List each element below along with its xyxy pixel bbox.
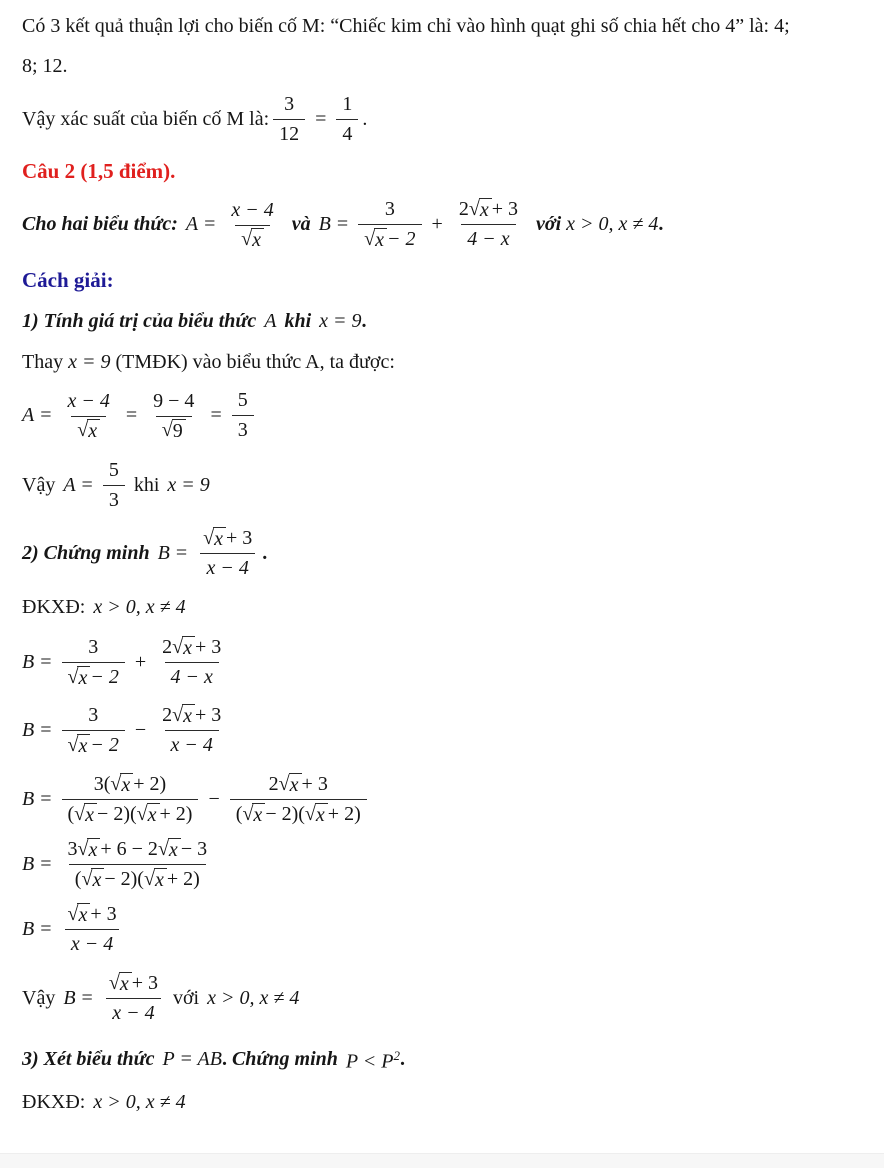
equals-sign: = bbox=[40, 918, 52, 940]
sqrt-expression: √ x bbox=[78, 838, 101, 862]
dkxd-label: ĐKXĐ: bbox=[22, 596, 86, 618]
radical-sign: √ bbox=[241, 227, 253, 250]
sqrt-expression: √ x bbox=[172, 636, 195, 660]
condition: x = 9 bbox=[167, 474, 210, 496]
thay-suffix: (TMĐK) vào biểu thức A, ta được: bbox=[115, 351, 395, 373]
period: . bbox=[362, 108, 368, 130]
radical-sign: √ bbox=[110, 773, 122, 795]
word-voi: với bbox=[535, 213, 562, 235]
period: . bbox=[658, 213, 664, 235]
equals-sign: = bbox=[81, 987, 93, 1009]
dkxd-label: ĐKXĐ: bbox=[22, 1090, 86, 1113]
var-B: B bbox=[63, 987, 76, 1009]
equation-B-step3 bbox=[22, 770, 864, 829]
sqrt-expression: √ x bbox=[158, 838, 181, 862]
part3-mid: Chứng minh bbox=[231, 1047, 338, 1070]
var-B: B bbox=[22, 853, 35, 875]
radical-sign: √ bbox=[278, 773, 290, 795]
equals-sign: = bbox=[40, 404, 52, 426]
part3-prefix: 3) Xét biểu thức bbox=[22, 1047, 155, 1070]
fraction: 3 √ x − 2 bbox=[62, 701, 125, 760]
word-khi: khi bbox=[133, 474, 160, 496]
fraction: $\frac{5}{3}$ bbox=[103, 456, 125, 515]
radical-sign: √ bbox=[74, 803, 86, 825]
condition: x > 0, x ≠ 4 bbox=[93, 596, 186, 618]
condition: x > 0, x ≠ 4 bbox=[93, 1090, 186, 1113]
sqrt-expression: √ 9 bbox=[162, 419, 186, 443]
fraction: √ x + 3 x − 4 bbox=[103, 969, 164, 1028]
math-P-less-P-squared: $P < P^2$ bbox=[345, 1048, 400, 1073]
sqrt-expression: √ x bbox=[469, 198, 492, 222]
radical-sign: √ bbox=[143, 868, 155, 890]
given-prefix: Cho hai biểu thức: bbox=[22, 213, 178, 235]
sqrt-expression: √ x bbox=[68, 903, 91, 927]
equals-sign: = bbox=[204, 213, 216, 235]
domain-condition-2 bbox=[22, 1087, 864, 1117]
condition: x = 9 bbox=[319, 310, 362, 332]
sqrt-expression: √ x bbox=[364, 228, 387, 252]
paragraph-line1: Có 3 kết quả thuận lợi cho biến cố M: “Chiếc kim chỉ vào hình quạt ghi số chia hết cho 4” là: 4; bbox=[22, 15, 790, 37]
minus-sign: − bbox=[208, 788, 220, 810]
equals-sign: = bbox=[40, 788, 52, 810]
part2-prefix: 2) Chứng minh bbox=[22, 542, 150, 564]
equation-B-step2 bbox=[22, 701, 864, 760]
radical-sign: √ bbox=[203, 527, 215, 549]
equals-sign: = bbox=[40, 651, 52, 673]
var-B: B bbox=[157, 542, 170, 564]
sqrt-expression: √ x bbox=[77, 419, 100, 443]
part3-title bbox=[22, 1041, 864, 1077]
period: . bbox=[262, 542, 268, 564]
radical-sign: √ bbox=[364, 228, 376, 250]
radical-sign: √ bbox=[67, 903, 79, 925]
word-vay: Vậy bbox=[22, 474, 56, 496]
var-A: A bbox=[264, 310, 277, 332]
sqrt-expression: √ x bbox=[81, 868, 104, 892]
radical-sign: √ bbox=[67, 734, 79, 756]
period: . bbox=[221, 1047, 227, 1070]
fraction: √ x + 3 x − 4 bbox=[197, 524, 258, 583]
fraction: √ x + 3 x − 4 bbox=[62, 900, 123, 959]
radical-sign: √ bbox=[172, 704, 184, 726]
equals-sign: = bbox=[175, 542, 188, 564]
radical-sign: √ bbox=[136, 803, 148, 825]
equals-sign: = bbox=[40, 853, 52, 875]
word-khi: khi bbox=[284, 310, 312, 332]
fraction: 3( √ x + 2) ( √ x − 2)( √ x + 2) bbox=[62, 770, 199, 829]
sqrt-expression: √ x bbox=[203, 527, 226, 551]
sqrt-expression: √ x bbox=[172, 704, 195, 728]
fraction: 3 √ x + 6 − 2 √ x − 3 ( √ x − 2)( √ x + 2) bbox=[62, 835, 214, 894]
part1-title bbox=[22, 306, 864, 336]
fraction: $\frac{3}{12}$ bbox=[273, 90, 305, 149]
sqrt-expression: √ x bbox=[241, 228, 264, 252]
fraction: 2 √ x + 3 ( √ x − 2)( √ x + 2) bbox=[230, 770, 367, 829]
fraction: $\frac{5}{3}$ bbox=[232, 386, 254, 445]
domain-condition-1 bbox=[22, 592, 864, 622]
fraction: 9 − 4 √ 9 bbox=[147, 387, 200, 445]
fraction-A: x − 4 √ x bbox=[225, 196, 279, 254]
sqrt-expression: √ x bbox=[305, 803, 328, 827]
sqrt-expression: √ x bbox=[109, 972, 132, 996]
question-2-heading: Câu 2 (1,5 điểm). bbox=[22, 159, 176, 183]
plus-sign: + bbox=[431, 213, 443, 235]
substitute-line bbox=[22, 347, 864, 377]
fraction: 2 √ x + 3 4 − x bbox=[156, 633, 227, 692]
plus-sign: + bbox=[134, 651, 147, 673]
radical-sign: √ bbox=[77, 418, 89, 441]
probability-prefix: Vậy xác suất của biến cố M là: bbox=[22, 108, 270, 130]
var-A: A bbox=[63, 474, 76, 496]
radical-sign: √ bbox=[161, 418, 173, 441]
equation-A-evaluation bbox=[22, 386, 864, 445]
condition: x = 9 bbox=[68, 351, 111, 373]
equals-sign: = bbox=[81, 474, 93, 496]
radical-sign: √ bbox=[468, 198, 480, 220]
sqrt-expression: √ x bbox=[74, 803, 97, 827]
paragraph-line2: 8; 12. bbox=[22, 55, 68, 77]
given-expressions-line bbox=[22, 195, 864, 254]
equals-sign: = bbox=[40, 719, 52, 741]
var-B: B bbox=[22, 918, 35, 940]
equals-sign: = bbox=[336, 213, 349, 235]
radical-sign: √ bbox=[81, 868, 93, 890]
period: . bbox=[399, 1047, 405, 1070]
equals-sign: = bbox=[315, 108, 327, 130]
fraction: $\frac{1}{4}$ bbox=[336, 90, 358, 149]
condition: x > 0, x ≠ 4 bbox=[566, 213, 659, 235]
sqrt-expression: √ x bbox=[279, 773, 302, 797]
fraction: x − 4 √ x bbox=[62, 387, 116, 445]
fraction: 2 √ x + 3 x − 4 bbox=[156, 701, 227, 760]
period: . bbox=[361, 310, 367, 332]
var-B: B bbox=[22, 788, 35, 810]
radical-sign: √ bbox=[67, 666, 79, 688]
solution-heading: Cách giải: bbox=[22, 268, 114, 292]
word-voi: với bbox=[172, 987, 200, 1009]
word-va: và bbox=[291, 213, 311, 235]
part2-title bbox=[22, 524, 864, 583]
radical-sign: √ bbox=[242, 803, 254, 825]
sqrt-expression: √ x bbox=[242, 803, 265, 827]
sqrt-expression: √ x bbox=[110, 773, 133, 797]
fraction-B2: 2 √ x + 3 4 − x bbox=[453, 195, 524, 254]
part1-prefix: 1) Tính giá trị của biểu thức bbox=[22, 310, 257, 332]
equals-sign: = bbox=[125, 404, 138, 426]
condition: x > 0, x ≠ 4 bbox=[207, 987, 300, 1009]
superscript-2: 2 bbox=[393, 1048, 400, 1063]
var-B: B bbox=[318, 213, 331, 235]
fraction: 3 √ x − 2 bbox=[62, 633, 125, 692]
radical-sign: √ bbox=[172, 636, 184, 658]
math-P-equals-AB: P = AB bbox=[162, 1047, 222, 1070]
var-B: B bbox=[22, 719, 35, 741]
word-vay: Vậy bbox=[22, 987, 56, 1009]
radical-sign: √ bbox=[77, 838, 89, 860]
var-A: A bbox=[185, 213, 199, 235]
radical-sign: √ bbox=[157, 838, 169, 860]
sqrt-expression: √ x bbox=[68, 734, 91, 758]
sqrt-expression: √ x bbox=[68, 666, 91, 690]
conclusion-A-line bbox=[22, 456, 864, 515]
page-bottom-edge bbox=[0, 1153, 884, 1168]
paragraph-favorable-outcomes bbox=[22, 6, 864, 86]
conclusion-B-line bbox=[22, 969, 864, 1028]
thay-prefix: Thay bbox=[22, 351, 64, 373]
radical-sign: √ bbox=[304, 803, 316, 825]
probability-statement bbox=[22, 90, 864, 149]
minus-sign: − bbox=[134, 719, 147, 741]
equals-sign: = bbox=[210, 404, 222, 426]
radical-sign: √ bbox=[108, 972, 120, 994]
fraction-B1: 3 √ x − 2 bbox=[358, 195, 421, 254]
equation-B-step4 bbox=[22, 835, 864, 894]
equation-B-step1 bbox=[22, 633, 864, 692]
sqrt-expression: √ x bbox=[144, 868, 167, 892]
var-A: A bbox=[22, 404, 35, 426]
equation-B-result bbox=[22, 900, 864, 959]
var-B: B bbox=[22, 651, 35, 673]
sqrt-expression: √ x bbox=[137, 803, 160, 827]
